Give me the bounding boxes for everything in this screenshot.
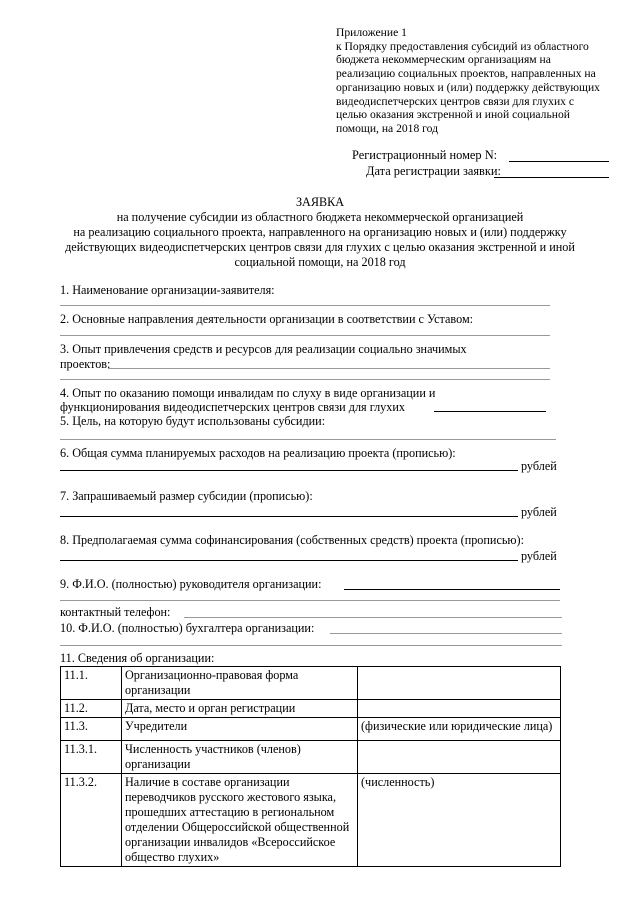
field-9-line[interactable] [344,589,560,590]
field-8-label: 8. Предполагаемая сумма софинансирования (собственных средств) проекта (прописью): [60,533,524,547]
registration-number-line[interactable] [509,161,609,162]
field-9-line-2[interactable] [60,600,560,601]
appendix-line: организацию новых и (или) поддержку действующих [336,80,600,94]
table-row [61,774,561,867]
field-8-line[interactable] [60,560,518,561]
field-4-line[interactable] [434,411,546,412]
row-label: Учредители [122,718,358,741]
field-5-label: 5. Цель, на которую будут использованы субсидии: [60,414,326,428]
appendix-line: Приложение 1 [336,26,407,39]
row-value-cell[interactable]: (физические или юридические лица) [358,718,561,741]
field-6-line[interactable] [60,470,518,471]
registration-number-label: Регистрационный номер N: [352,148,498,162]
appendix-line: целью оказания экстренной и иной социальной [336,108,570,122]
appendix-line: бюджета некоммерческим организациям на [336,53,551,67]
field-4-label-cont: функционирования видеодиспетчерских центров связи для глухих [60,400,405,414]
field-7-currency: рублей [521,505,557,519]
field-10-line-2[interactable] [60,645,562,646]
table-row [61,718,561,741]
field-6-currency: рублей [521,459,557,473]
phone-label: контактный телефон: [60,605,171,619]
org-info-table [60,666,561,867]
appendix-block [336,26,636,136]
row-number: 11.1. [61,667,122,700]
field-1-label: 1. Наименование организации-заявителя: [60,283,275,297]
row-label: Дата, место и орган регистрации [122,700,358,718]
appendix-line: видеодиспетчерских центров связи для глухих с [336,94,575,108]
field-3-label-cont: проектов: [60,357,111,371]
appendix-line: к Порядку предоставления субсидий из областного [336,39,589,53]
field-6-label: 6. Общая сумма планируемых расходов на реализацию проекта (прописью): [60,446,456,460]
field-5-line[interactable] [60,439,556,440]
row-number: 11.2. [61,700,122,718]
field-7-line[interactable] [60,516,518,517]
registration-date-label: Дата регистрации заявки: [366,164,501,178]
field-8-currency: рублей [521,549,557,563]
appendix-line: помощи, на 2018 год [336,121,439,135]
field-9-label: 9. Ф.И.О. (полностью) руководителя организации: [60,577,322,591]
field-10-line[interactable] [330,633,562,634]
field-3-line-2[interactable] [60,379,550,380]
field-1-line[interactable] [60,305,550,306]
table-row [61,700,561,718]
title-line: на реализацию социального проекта, направленного на организацию новых и (или) поддержку [73,225,567,239]
row-value-cell[interactable] [358,667,561,700]
row-value-cell[interactable] [358,741,561,774]
row-label: Организационно-правовая форма организации [122,667,358,700]
registration-date-line[interactable] [494,177,609,178]
title-line: на получение субсидии из областного бюджета некоммерческой организацией [116,210,524,224]
row-value-cell[interactable]: (численность) [358,774,561,867]
field-3-label: 3. Опыт привлечения средств и ресурсов для реализации социально значимых [60,342,467,356]
title-line: социальной помощи, на 2018 год [234,255,406,269]
appendix-line: реализацию социальных проектов, направленных на [336,67,596,81]
row-value-cell[interactable] [358,700,561,718]
table-row [61,741,561,774]
row-number: 11.3.1. [61,741,122,774]
field-2-line[interactable] [60,335,550,336]
field-10-label: 10. Ф.И.О. (полностью) бухгалтера организации: [60,621,315,635]
field-11-label: 11. Сведения об организации: [60,651,215,665]
row-label: Численность участников (членов) организации [122,741,358,774]
field-2-label: 2. Основные направления деятельности организации в соответствии с Уставом: [60,312,474,326]
document-title: ЗАЯВКА [295,195,345,209]
field-7-label: 7. Запрашиваемый размер субсидии (прописью): [60,489,313,503]
title-line: действующих видеодиспетчерских центров связи для глухих с целью оказания экстренной и иной [65,240,575,254]
field-4-label: 4. Опыт по оказанию помощи инвалидам по слуху в виде организации и [60,386,436,400]
row-number: 11.3.2. [61,774,122,867]
table-row [61,667,561,700]
row-number: 11.3. [61,718,122,741]
field-3-line[interactable] [108,368,550,369]
phone-line[interactable] [184,617,562,618]
row-label: Наличие в составе организации переводчиков русского жестового языка, прошедших аттестацию в региональном отделении Общероссийской общественной организации инвалидов «Всероссийское общество глухих» [122,774,358,867]
